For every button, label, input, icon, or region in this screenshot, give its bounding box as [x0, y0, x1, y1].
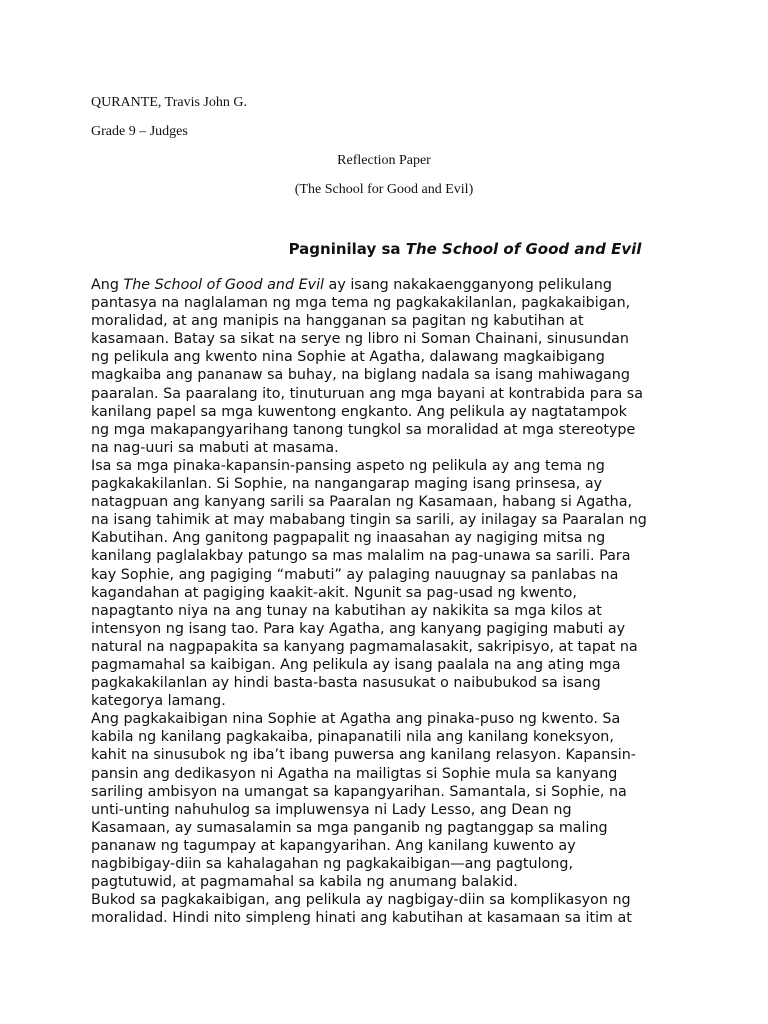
body-line: kanilang papel sa mga kuwentong engkanto. Ang pelikula ay nagtatampok: [91, 403, 627, 420]
body-line: intensyon ng isang tao. Para kay Agatha, ang kanyang pagiging mabuti ay: [91, 620, 626, 637]
body-line: pagmamahal sa kaibigan. Ang pelikula ay isang paalala na ang ating mga: [91, 656, 621, 673]
body-line: pagtutuwid, at pagmamahal sa kabila ng anumang balakid.: [91, 874, 518, 891]
body-line: kahit na sinusubok ng iba’t ibang puwersa ang kanilang relasyon. Kapansin-: [91, 747, 636, 764]
body-line: moralidad. Hindi nito simpleng hinati ang kabutihan at kasamaan sa itim at: [91, 910, 632, 927]
body-line: pansin ang dedikasyon ni Agatha na mailigtas si Sophie mula sa kanyang: [91, 765, 618, 782]
title-film: The School of Good and Evil: [405, 240, 642, 258]
body-line: sariling ambisyon na umangat sa kapangyarihan. Samantala, si Sophie, na: [91, 783, 627, 800]
body-line-1-film: The School of Good and Evil: [123, 277, 325, 293]
grade-section: Grade 9 – Judges: [91, 124, 188, 139]
body-line: Kabutihan. Ang ganitong pagpapalit ng inaasahan ay nagiging mitsa ng: [91, 530, 606, 547]
body-line: Isa sa mga pinaka-kapansin-pansing aspeto ng pelikula ay ang tema ng: [91, 457, 605, 474]
body-line: Ang pagkakaibigan nina Sophie at Agatha ang pinaka-puso ng kwento. Sa: [91, 711, 621, 728]
body-line: na nag-uuri sa mabuti at masama.: [91, 439, 339, 456]
body-line: natural na nagpapakita sa kanyang pagmamalasakit, sakripisyo, at tapat na: [91, 638, 638, 655]
body-line: magkaiba ang pananaw sa buhay, na biglang nadala sa isang mahiwagang: [91, 367, 630, 384]
body-line: kasamaan. Batay sa sikat na serye ng libro ni Soman Chainani, sinusundan: [91, 331, 629, 348]
body-line: kay Sophie, ang pagiging “mabuti” ay palaging nauugnay sa panlabas na: [91, 566, 619, 583]
body-line: pananaw ng tagumpay at kapangyarihan. Ang kanilang kuwento ay: [91, 837, 576, 854]
document-subtitle: (The School for Good and Evil): [294, 182, 474, 197]
document-type: Reflection Paper: [337, 153, 431, 168]
body-line: kanilang paglalakbay patungo sa mas malalim na pag-unawa sa sarili. Para: [91, 548, 631, 565]
body-line: kabila ng kanilang pagkakaiba, pinapanatili nila ang kanilang koneksyon,: [91, 729, 614, 746]
body-line: paaralan. Sa paaralang ito, tinuturuan ang mga bayani at kontrabida para sa: [91, 385, 644, 402]
body-line: kagandahan at pagiging kaakit-akit. Ngunit sa pag-usad ng kwento,: [91, 584, 577, 601]
body-line-1-pre: Ang: [91, 277, 124, 293]
body-line: Kasamaan, ay sumasalamin sa mga panganib ng pagtanggap sa maling: [91, 819, 608, 836]
body-line: Bukod sa pagkakaibigan, ang pelikula ay nagbigay-diin sa komplikasyon ng: [91, 892, 631, 909]
essay-body: [91, 276, 691, 927]
body-line: kategorya lamang.: [91, 693, 226, 710]
essay-title: [0, 240, 768, 258]
title-prefix: Pagninilay sa: [288, 240, 406, 258]
body-line: pagkakakilanlan ay hindi basta-basta nasusukat o naibubukod sa isang: [91, 675, 601, 692]
body-line-1: [91, 276, 691, 294]
body-line: napagtanto niya na ang tunay na kabutihan ay nakikita sa mga kilos at: [91, 602, 602, 619]
body-line: ng pelikula ang kwento nina Sophie at Agatha, dalawang magkaibigang: [91, 349, 605, 366]
body-line: nagbibigay-diin sa kahalagahan ng pagkakaibigan—ang pagtulong,: [91, 856, 573, 872]
body-line: pagkakakilanlan. Si Sophie, na nangangarap maging isang prinsesa, ay: [91, 476, 603, 493]
author-name: QURANTE, Travis John G.: [91, 95, 247, 110]
body-line: ng mga makapangyarihang tanong tungkol sa moralidad at mga stereotype: [91, 421, 636, 438]
body-line-1-post: ay isang nakakaengganyong pelikulang: [324, 277, 612, 293]
body-line: unti-unting nahuhulog sa impluwensya ni Lady Lesso, ang Dean ng: [91, 801, 572, 818]
body-line: natagpuan ang kanyang sarili sa Paaralan ng Kasamaan, habang si Agatha,: [91, 494, 633, 511]
body-line: pantasya na naglalaman ng mga tema ng pagkakakilanlan, pagkakaibigan,: [91, 295, 631, 312]
body-line: na isang tahimik at may mababang tingin sa sarili, ay inilagay sa Paaralan ng: [91, 512, 647, 529]
body-line: moralidad, at ang manipis na hangganan sa pagitan ng kabutihan at: [91, 313, 584, 330]
